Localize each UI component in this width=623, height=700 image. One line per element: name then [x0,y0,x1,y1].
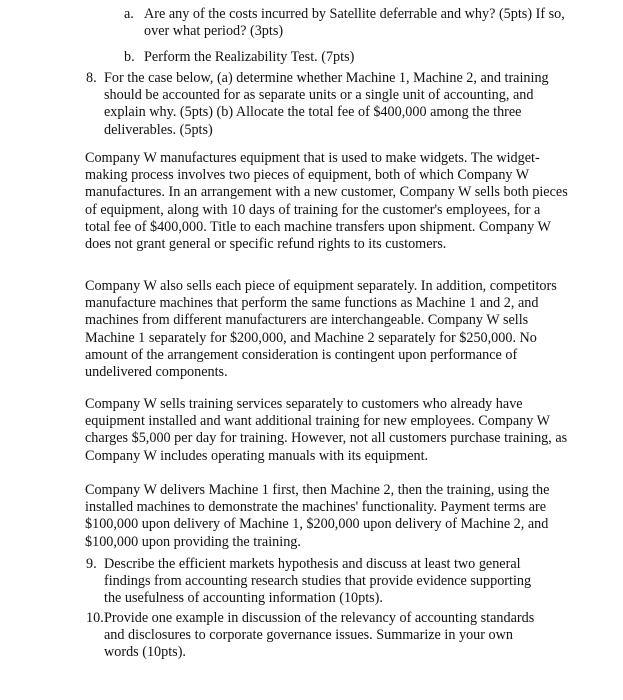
case-paragraph-4: Company W delivers Machine 1 first, then Machine 2, then the training, using the installed machines to demonstrate the machines' functionality. Payment terms are $100,000 upon delivery of Machine 1, $200,000 upon delivery of Machine 2, and $100,000 upon providing the training. [85,482,550,550]
case-paragraph-1: Company W manufactures equipment that is used to make widgets. The widget-making process involves two pieces of equipment, both of which Company W manufactures. In an arrangement with a new customer, Company W sells both pieces of equipment, along with 10 days of training for the customer's employees, for a total fee of $400,000. Title to each machine transfers upon shipment. Company W does not grant general or specific refund rights to its customers. [85,150,568,253]
question-10-text: Provide one example in discussion of the relevancy of accounting standards and disclosures to corporate governance issues. Summarize in your own words (10pts). [104,610,535,661]
question-8 [86,70,572,139]
case-paragraph-3: Company W sells training services separately to customers who already have equipment installed and want additional training for new employees. Company W charges $5,000 per day for training. However, not all customers purchase training, as Company W includes operating manuals with its equipment. [85,396,568,464]
question-b-text: Perform the Realizability Test. (7pts) [144,49,355,65]
question-10 [86,610,572,662]
question-10-marker: 10. [86,610,104,626]
question-b [124,49,572,66]
case-paragraph-2: Company W also sells each piece of equipment separately. In addition, competitors manufacture machines that perform the same functions as Machine 1 and 2, and machines from different manufacturers are interchangeable. Company W sells Machine 1 separately for $200,000, and Machine 2 separately for $250,000. No amount of the arrangement consideration is contingent upon performance of undelivered components. [85,278,557,381]
question-8-text: For the case below, (a) determine whether Machine 1, Machine 2, and training should be accounted for as separate units or a single unit of accounting, and explain why. (5pts) (b) Allocate the total fee of $400,000 among the three deliverables. (5pts) [104,70,549,138]
question-a-marker: a. [124,6,134,22]
question-a-text: Are any of the costs incurred by Satellite deferrable and why? (5pts) If so, over what period? (3pts) [144,6,565,40]
question-b-marker: b. [124,49,135,65]
question-a [124,6,572,40]
question-9 [86,556,572,608]
question-9-text: Describe the efficient markets hypothesis and discuss at least two general findings from accounting research studies that provide evidence supporting the usefulness of accounting information (10pts). [104,556,532,607]
question-8-marker: 8. [86,70,97,86]
question-9-marker: 9. [86,556,97,572]
